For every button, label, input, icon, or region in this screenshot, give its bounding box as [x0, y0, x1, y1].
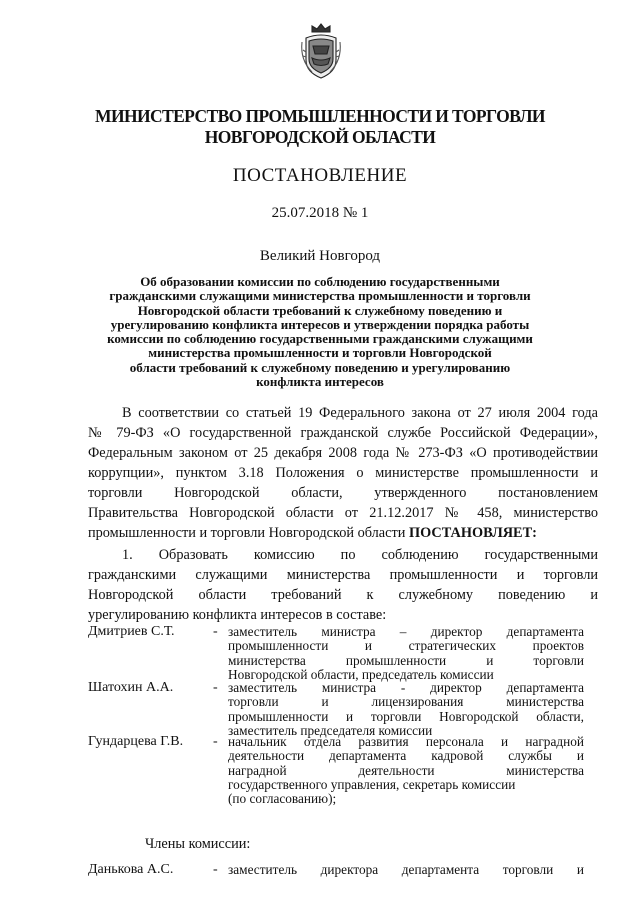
item-1-line: урегулированию конфликта интересов в составе: [88, 607, 387, 623]
title-line: Об образовании комиссии по соблюдению государственными [140, 274, 500, 289]
title-line: гражданскими служащими министерства промышленности и торговли [109, 288, 531, 304]
member-dash: - [213, 680, 218, 695]
item-1-line: гражданскими служащими министерства промышленности и торговли [88, 567, 598, 583]
ministry-name [60, 106, 580, 148]
preamble-paragraph [88, 403, 598, 543]
date-and-number: 25.07.2018 № 1 [271, 205, 369, 221]
member-name: Гундарцева Г.В. [88, 734, 184, 749]
member-description [228, 625, 584, 682]
member-desc-line: торговли и лицензирования министерства [228, 694, 584, 710]
preamble-line: торговли Новгородской области, утвержденного постановлением [88, 485, 598, 501]
member-desc-line: деятельности департамента кадровой службы и [228, 748, 584, 764]
title-line: Новгородской области требований к служебному поведению и [137, 302, 503, 318]
title-line: области требований к служебному поведению и урегулированию [129, 359, 511, 375]
title-line: урегулированию конфликта интересов и утверждении порядка работы [110, 316, 530, 332]
title-line: конфликта интересов [256, 374, 384, 390]
city: Великий Новгород [259, 248, 381, 264]
ministry-name-line1: МИНИСТЕРСТВО ПРОМЫШЛЕННОСТИ И ТОРГОВЛИ [95, 106, 545, 126]
member-desc-line: (по согласованию); [228, 791, 337, 807]
title-line: министерства промышленности и торговли Новгородской [148, 345, 492, 361]
preamble-line: Федеральным законом от 25 декабря 2008 года № 273-ФЗ «О противодействии [88, 445, 598, 461]
preamble-line: коррупции», пунктом 3.18 Положения о министерстве промышленности и [88, 465, 598, 481]
item-1-paragraph [88, 545, 598, 625]
member-desc-line: заместитель председателя комиссии [228, 722, 433, 738]
item-1-line: 1. Образовать комиссию по соблюдению государственными [122, 547, 598, 563]
member-desc-line: промышленности и торговли Новгородской области, [228, 708, 584, 724]
member-desc-line: Новгородской области, председатель комиссии [228, 666, 494, 682]
member-desc-line: государственного управления, секретарь комиссии [228, 776, 516, 792]
member-name: Шатохин А.А. [88, 680, 174, 695]
member-name: Дмитриев С.Т. [88, 624, 175, 639]
member-dash: - [213, 624, 218, 639]
title-line: комиссии по соблюдению государственными гражданскими служащими [107, 331, 533, 347]
member-desc-line: заместитель министра – директор департамента [228, 624, 584, 639]
member-name: Данькова А.С. [88, 862, 174, 877]
member-desc-line: промышленности и стратегических проектов [228, 638, 584, 654]
preamble-line: промышленности и торговли Новгородской области [88, 525, 406, 541]
document-title [82, 275, 558, 389]
ministry-name-line2: НОВГОРОДСКОЙ ОБЛАСТИ [204, 127, 436, 147]
member-desc-line: наградной деятельности министерства [228, 762, 584, 778]
item-1-line: Новгородской области требований к служебному поведению и [88, 587, 598, 603]
preamble-line: Правительства Новгородской области от 21.12.2017 № 458, министерство [88, 505, 598, 521]
member-desc-line: заместитель директора департамента торговли и [228, 862, 584, 877]
member-desc-line: начальник отдела развития персонала и наградной [228, 734, 584, 749]
members-heading: Члены комиссии: [145, 836, 251, 852]
member-description [228, 681, 584, 738]
coat-of-arms-icon [299, 22, 343, 82]
preamble-line: № 79-ФЗ «О государственной гражданской службе Российской Федерации», [88, 425, 598, 441]
decree-word: ПОСТАНОВЛЯЕТ: [408, 525, 537, 541]
preamble-last-line [88, 523, 598, 543]
member-description [228, 735, 584, 806]
member-description [228, 863, 584, 877]
document-type: ПОСТАНОВЛЕНИЕ [232, 165, 408, 186]
member-desc-line: министерства промышленности и торговли [228, 652, 584, 668]
member-dash: - [213, 734, 218, 749]
member-desc-line: заместитель министра - директор департамента [228, 680, 584, 695]
preamble-line: В соответствии со статьей 19 Федерального закона от 27 июля 2004 года [122, 405, 598, 421]
member-dash: - [213, 862, 218, 877]
